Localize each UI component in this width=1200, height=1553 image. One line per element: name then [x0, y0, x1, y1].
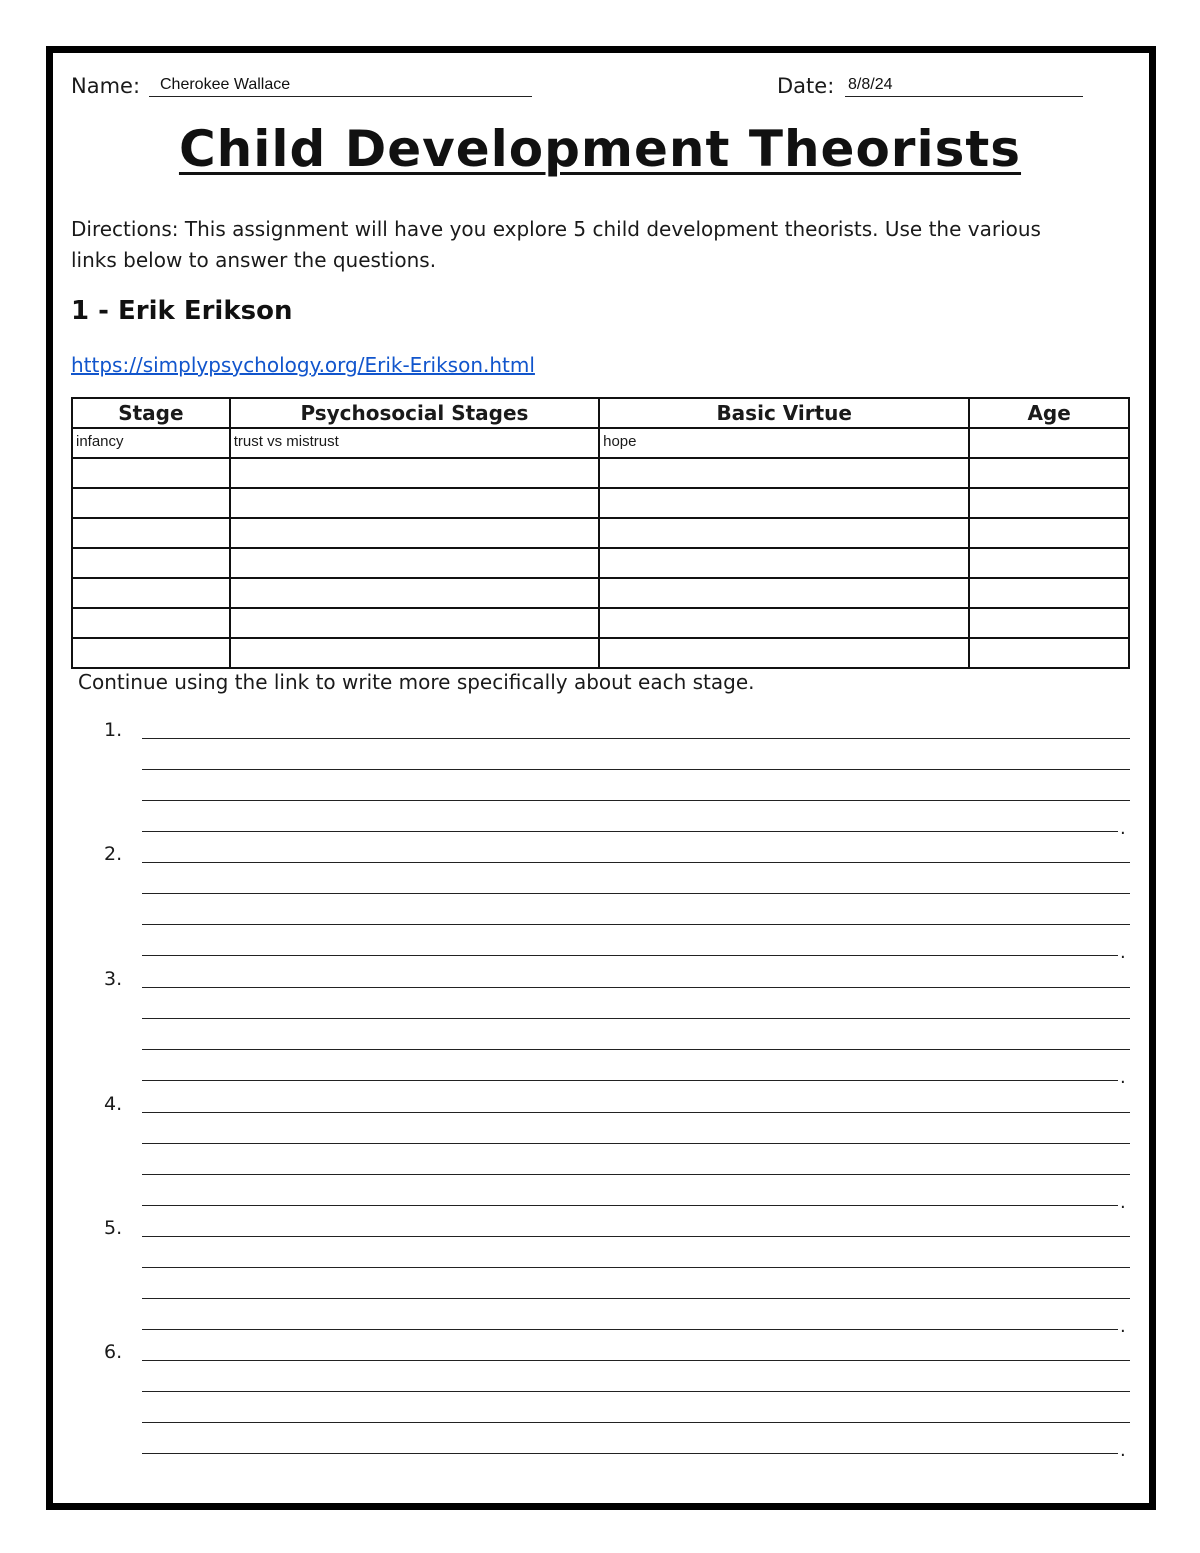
answer-line[interactable] — [142, 1422, 1130, 1423]
table-cell[interactable] — [599, 488, 969, 518]
line-end-period: . — [1120, 942, 1126, 963]
table-cell[interactable] — [72, 638, 230, 668]
answer-line[interactable] — [142, 1453, 1118, 1454]
answer-line[interactable] — [142, 955, 1118, 956]
section-heading: 1 - Erik Erikson — [71, 296, 293, 326]
answer-line[interactable] — [142, 1174, 1130, 1175]
date-underline — [845, 96, 1083, 97]
table-row — [72, 608, 1129, 638]
answer-line[interactable] — [142, 1267, 1130, 1268]
question-number: 2. — [104, 843, 123, 865]
table-row — [72, 488, 1129, 518]
answer-line[interactable] — [142, 1329, 1118, 1330]
answer-line[interactable] — [142, 800, 1130, 801]
answer-line[interactable] — [142, 1112, 1130, 1113]
table-row — [72, 578, 1129, 608]
table-cell[interactable] — [230, 638, 599, 668]
answer-line[interactable] — [142, 1018, 1130, 1019]
table-row — [72, 548, 1129, 578]
table-cell[interactable] — [599, 638, 969, 668]
answer-line[interactable] — [142, 738, 1130, 739]
table-cell[interactable] — [969, 428, 1129, 458]
table-cell[interactable] — [599, 548, 969, 578]
table-cell[interactable]: trust vs mistrust — [230, 428, 599, 458]
table-cell[interactable] — [969, 578, 1129, 608]
name-underline — [149, 96, 532, 97]
answer-line[interactable] — [142, 1391, 1130, 1392]
table-cell[interactable] — [230, 518, 599, 548]
table-row — [72, 518, 1129, 548]
table-cell[interactable]: hope — [599, 428, 969, 458]
question-number: 4. — [104, 1093, 123, 1115]
stages-table — [71, 397, 1130, 669]
question-number: 6. — [104, 1341, 123, 1363]
table-row — [72, 638, 1129, 668]
table-cell[interactable] — [969, 488, 1129, 518]
table-cell[interactable] — [969, 638, 1129, 668]
table-cell[interactable] — [599, 458, 969, 488]
table-cell[interactable] — [969, 608, 1129, 638]
column-header-virtue: Basic Virtue — [599, 398, 969, 428]
table-row — [72, 458, 1129, 488]
table-header-row — [72, 398, 1129, 428]
column-header-psychosocial: Psychosocial Stages — [230, 398, 599, 428]
answer-line[interactable] — [142, 924, 1130, 925]
answer-line[interactable] — [142, 1298, 1130, 1299]
table-cell[interactable] — [230, 608, 599, 638]
date-field[interactable]: 8/8/24 — [848, 76, 893, 93]
table-cell[interactable] — [599, 518, 969, 548]
answer-line[interactable] — [142, 831, 1118, 832]
name-field[interactable]: Cherokee Wallace — [160, 76, 291, 93]
table-cell[interactable] — [72, 518, 230, 548]
answer-line[interactable] — [142, 893, 1130, 894]
name-label: Name: — [71, 74, 141, 98]
table-cell[interactable] — [72, 458, 230, 488]
continue-instructions: Continue using the link to write more specifically about each stage. — [78, 670, 755, 694]
answer-line[interactable] — [142, 769, 1130, 770]
table-cell[interactable] — [230, 458, 599, 488]
question-number: 1. — [104, 719, 123, 741]
table-cell[interactable]: infancy — [72, 428, 230, 458]
table-cell[interactable] — [72, 608, 230, 638]
line-end-period: . — [1120, 818, 1126, 839]
table-cell[interactable] — [230, 488, 599, 518]
resource-link[interactable]: https://simplypsychology.org/Erik-Erikson.html — [71, 353, 535, 377]
table-cell[interactable] — [230, 548, 599, 578]
table-cell[interactable] — [72, 548, 230, 578]
answer-line[interactable] — [142, 1205, 1118, 1206]
answer-line[interactable] — [142, 987, 1130, 988]
table-cell[interactable] — [599, 608, 969, 638]
date-label: Date: — [777, 74, 835, 98]
table-row — [72, 428, 1129, 458]
line-end-period: . — [1120, 1067, 1126, 1088]
line-end-period: . — [1120, 1316, 1126, 1337]
table-cell[interactable] — [969, 518, 1129, 548]
page-title: Child Development Theorists — [178, 120, 1022, 178]
column-header-age: Age — [969, 398, 1129, 428]
answer-line[interactable] — [142, 1080, 1118, 1081]
table-cell[interactable] — [969, 458, 1129, 488]
answer-line[interactable] — [142, 1360, 1130, 1361]
table-cell[interactable] — [72, 488, 230, 518]
answer-line[interactable] — [142, 1143, 1130, 1144]
table-cell[interactable] — [969, 548, 1129, 578]
line-end-period: . — [1120, 1192, 1126, 1213]
answer-line[interactable] — [142, 862, 1130, 863]
answer-line[interactable] — [142, 1049, 1130, 1050]
answer-line[interactable] — [142, 1236, 1130, 1237]
table-cell[interactable] — [230, 578, 599, 608]
question-number: 3. — [104, 968, 123, 990]
question-number: 5. — [104, 1217, 123, 1239]
line-end-period: . — [1120, 1440, 1126, 1461]
directions-text: Directions: This assignment will have you explore 5 child development theorists. Use the various links below to answer the questions. — [71, 217, 1041, 272]
table-cell[interactable] — [72, 578, 230, 608]
table-cell[interactable] — [599, 578, 969, 608]
column-header-stage: Stage — [72, 398, 230, 428]
